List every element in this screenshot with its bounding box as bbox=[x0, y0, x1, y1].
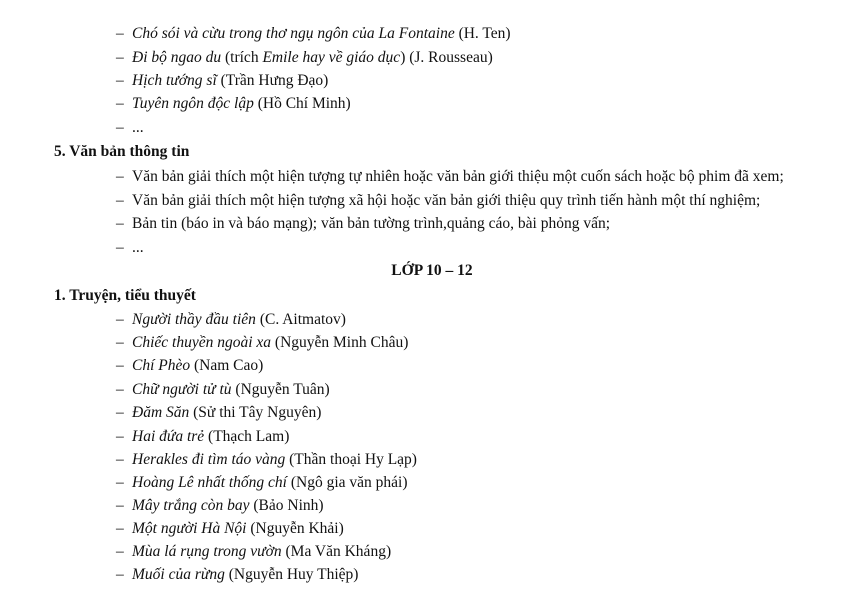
list-item bbox=[116, 24, 511, 44]
dash: – bbox=[116, 520, 124, 537]
list-item bbox=[116, 167, 784, 187]
work-author: (Bảo Ninh) bbox=[249, 497, 324, 514]
work-title: Hịch tướng sĩ bbox=[132, 72, 217, 89]
dash: – bbox=[116, 215, 124, 232]
work-author: (H. Ten) bbox=[454, 25, 511, 42]
dash: – bbox=[116, 566, 124, 583]
work-title: Hai đứa trẻ bbox=[132, 428, 205, 445]
list-item bbox=[116, 519, 344, 539]
section-heading: 1. Truyện, tiểu thuyết bbox=[54, 287, 196, 304]
work-author: (Thần thoại Hy Lạp) bbox=[285, 451, 417, 468]
list-item bbox=[116, 542, 391, 562]
list-item bbox=[116, 473, 408, 493]
list-item bbox=[116, 118, 144, 138]
dash: – bbox=[116, 428, 124, 445]
work-author: (Nam Cao) bbox=[190, 357, 264, 374]
list-item bbox=[116, 496, 324, 516]
dash: – bbox=[116, 72, 124, 89]
ellipsis: ... bbox=[132, 239, 144, 256]
item-text: Bản tin (báo in và báo mạng); văn bản tường trình,quảng cáo, bài phỏng vấn; bbox=[132, 215, 611, 232]
work-title: Muối của rừng bbox=[132, 566, 225, 583]
dash: – bbox=[116, 381, 124, 398]
dash: – bbox=[116, 192, 124, 209]
item-text: Văn bản giải thích một hiện tượng xã hội hoặc văn bản giới thiệu quy trình tiến hành một thí nghiệm; bbox=[132, 192, 761, 209]
work-author: ) (J. Rousseau) bbox=[400, 49, 493, 66]
list-item bbox=[116, 71, 328, 91]
dash: – bbox=[116, 49, 124, 66]
work-author: (Ma Văn Kháng) bbox=[281, 543, 392, 560]
ellipsis: ... bbox=[132, 119, 144, 136]
list-item bbox=[116, 191, 760, 211]
work-title: Chí Phèo bbox=[132, 357, 191, 374]
work-source-title: Emile hay về giáo dục bbox=[262, 49, 401, 66]
list-item bbox=[116, 214, 610, 234]
work-author: (Nguyễn Huy Thiệp) bbox=[224, 566, 359, 583]
work-title: Đăm Săn bbox=[132, 404, 190, 421]
work-author: (Hồ Chí Minh) bbox=[253, 95, 351, 112]
work-title: Hoàng Lê nhất thống chí bbox=[132, 474, 287, 491]
dash: – bbox=[116, 404, 124, 421]
work-author: (Nguyễn Khải) bbox=[246, 520, 344, 537]
work-author: (Nguyễn Tuân) bbox=[231, 381, 330, 398]
list-item bbox=[116, 238, 144, 258]
work-author: (Trần Hưng Đạo) bbox=[216, 72, 329, 89]
dash: – bbox=[116, 95, 124, 112]
work-title: Tuyên ngôn độc lập bbox=[132, 95, 254, 112]
list-item bbox=[116, 356, 263, 376]
list-item bbox=[116, 48, 493, 68]
grade-heading: LỚP 10 – 12 bbox=[391, 262, 473, 279]
work-title: Herakles đi tìm táo vàng bbox=[132, 451, 286, 468]
work-author: (Thạch Lam) bbox=[204, 428, 290, 445]
dash: – bbox=[116, 168, 124, 185]
list-item bbox=[116, 427, 289, 447]
dash: – bbox=[116, 497, 124, 514]
work-note: (trích bbox=[221, 49, 263, 66]
dash: – bbox=[116, 239, 124, 256]
work-title: Chữ người tử tù bbox=[132, 381, 232, 398]
work-title: Chiếc thuyền ngoài xa bbox=[132, 334, 272, 351]
item-text: Văn bản giải thích một hiện tượng tự nhiên hoặc văn bản giới thiệu một cuốn sách hoặc bộ phim đã xem; bbox=[132, 168, 784, 185]
dash: – bbox=[116, 357, 124, 374]
work-title: Đi bộ ngao du bbox=[132, 49, 222, 66]
work-author: (C. Aitmatov) bbox=[255, 311, 346, 328]
work-title: Người thầy đầu tiên bbox=[132, 311, 256, 328]
work-title: Một người Hà Nội bbox=[132, 520, 247, 537]
work-author: (Ngô gia văn phái) bbox=[287, 474, 408, 491]
dash: – bbox=[116, 25, 124, 42]
work-title: Mùa lá rụng trong vườn bbox=[132, 543, 282, 560]
list-item bbox=[116, 94, 351, 114]
list-item bbox=[116, 403, 321, 423]
work-title: Chó sói và cừu trong thơ ngụ ngôn của La Fontaine bbox=[132, 25, 455, 42]
list-item bbox=[116, 333, 408, 353]
work-title: Mây trắng còn bay bbox=[132, 497, 250, 514]
dash: – bbox=[116, 451, 124, 468]
list-item bbox=[116, 565, 358, 585]
section-heading: 5. Văn bản thông tin bbox=[54, 143, 190, 160]
work-author: (Nguyễn Minh Châu) bbox=[271, 334, 409, 351]
list-item bbox=[116, 450, 417, 470]
dash: – bbox=[116, 119, 124, 136]
list-item bbox=[116, 310, 346, 330]
dash: – bbox=[116, 474, 124, 491]
list-item bbox=[116, 380, 330, 400]
work-author: (Sử thi Tây Nguyên) bbox=[189, 404, 322, 421]
dash: – bbox=[116, 311, 124, 328]
dash: – bbox=[116, 543, 124, 560]
dash: – bbox=[116, 334, 124, 351]
